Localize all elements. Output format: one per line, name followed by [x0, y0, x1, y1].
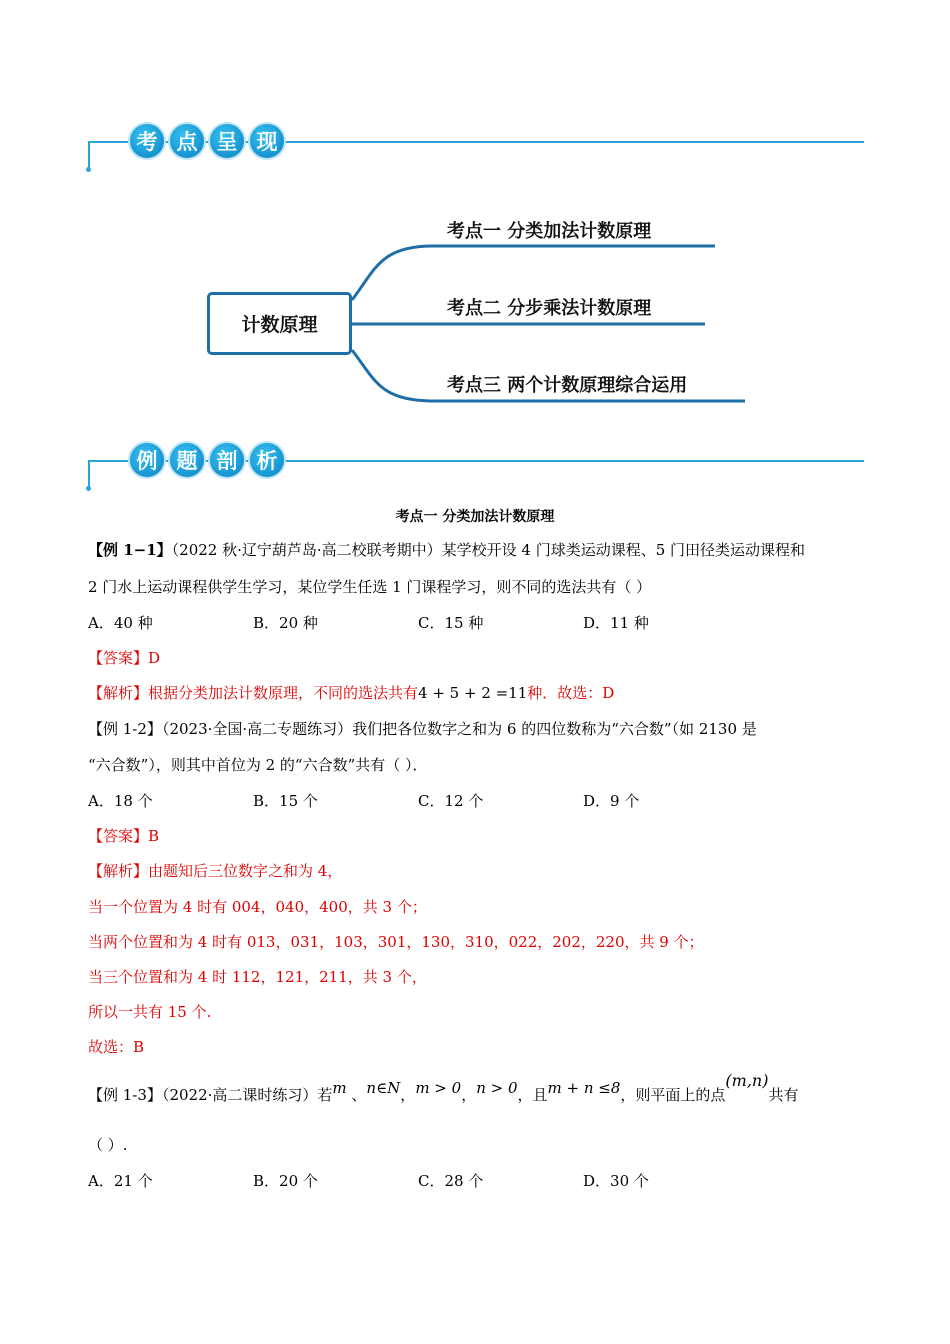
- answer-value: B: [148, 827, 160, 845]
- analysis-label: 【解析】: [88, 862, 149, 880]
- section-title-char: 呈: [208, 122, 246, 160]
- question-text: （2023·全国·高二专题练习）我们把各位数字之和为 6 的四位数称为“六合数”（如 2130 是: [161, 720, 757, 738]
- math-m-positive: m > 0: [415, 1079, 462, 1097]
- analysis-formula: 4 + 5 + 2 =11: [418, 684, 528, 702]
- math-m: m: [332, 1079, 347, 1097]
- example-label: 【例 1-3】: [88, 1086, 162, 1104]
- analysis-text: 种．故选：D: [527, 684, 615, 702]
- question-text: ，: [400, 1086, 416, 1104]
- question-line: [88, 540, 805, 560]
- section-title-char: 考: [128, 122, 166, 160]
- math-sum-bound: m + n ≤8: [547, 1079, 621, 1097]
- option-c: C．28 个: [418, 1172, 484, 1190]
- example-label: 【例 1-2】: [88, 720, 162, 738]
- analysis-text: 当三个位置和为 4 时 112，121，211，共 3 个，: [88, 968, 427, 986]
- section-rule-vertical: [88, 460, 90, 488]
- analysis-text: 当一个位置为 4 时有 004，040，400，共 3 个；: [88, 898, 427, 916]
- question-text: ，: [461, 1086, 477, 1104]
- option-d: D．9 个: [583, 792, 640, 810]
- question-line: [88, 1071, 799, 1105]
- analysis-line: [88, 861, 342, 881]
- answer-line: [88, 826, 159, 846]
- question-text: ，则平面上的点: [620, 1086, 726, 1104]
- section-dot: [86, 486, 91, 491]
- option-d: D．11 种: [583, 614, 649, 632]
- section-title-char: 例: [128, 441, 166, 479]
- option-a: A．18 个: [88, 792, 153, 810]
- analysis-label: 【解析】: [88, 684, 149, 702]
- section-title-char: 题: [168, 441, 206, 479]
- question-text: 共有: [768, 1086, 799, 1104]
- analysis-text: 所以一共有 15 个.: [88, 1003, 212, 1021]
- example-label: 【例 1−1】: [88, 541, 172, 559]
- section-title-char: 析: [248, 441, 286, 479]
- option-b: B．20 种: [253, 614, 318, 632]
- analysis-text: 根据分类加法计数原理，不同的选法共有: [148, 684, 419, 702]
- option-b: B．15 个: [253, 792, 318, 810]
- option-a: A．40 种: [88, 614, 153, 632]
- section-title-char: 剖: [208, 441, 246, 479]
- math-n-positive: n > 0: [476, 1079, 518, 1097]
- math-n-in-N: n∈N: [366, 1079, 401, 1097]
- mind-map-branch-1: 考点一 分类加法计数原理: [447, 221, 652, 242]
- option-b: B．20 个: [253, 1172, 318, 1190]
- option-d: D．30 个: [583, 1172, 649, 1190]
- analysis-text: 当两个位置和为 4 时有 013，031，103，301，130，310，022，202，220，共 9 个；: [88, 933, 704, 951]
- question-line: [88, 719, 757, 739]
- analysis-text: 故选：B: [88, 1038, 145, 1056]
- question-text: “六合数”），则其中首位为 2 的“六合数”共有（ ）．: [88, 756, 428, 774]
- analysis-text: 由题知后三位数字之和为 4，: [148, 862, 343, 880]
- math-point: (m,n): [725, 1071, 769, 1090]
- question-text: （2022·高二课时练习）若: [161, 1086, 333, 1104]
- answer-label: 【答案】: [88, 827, 149, 845]
- mind-map-branch-2: 考点二 分步乘法计数原理: [447, 298, 652, 319]
- mind-map-root: 计数原理: [207, 292, 352, 355]
- option-c: C．12 个: [418, 792, 484, 810]
- answer-value: D: [148, 649, 161, 667]
- option-a: A．21 个: [88, 1172, 153, 1190]
- analysis-line: [88, 683, 614, 703]
- mind-map-branch-3: 考点三 两个计数原理综合运用: [447, 375, 688, 396]
- question-text: （ ）.: [88, 1136, 128, 1154]
- answer-line: [88, 648, 160, 668]
- branch-line-1: [352, 246, 715, 300]
- section-title-char: 点: [168, 122, 206, 160]
- question-text: （2022 秋·辽宁葫芦岛·高二校联考期中）某学校开设 4 门球类运动课程、5 门田径类运动课程和: [171, 541, 806, 559]
- section-title-char: 现: [248, 122, 286, 160]
- mind-map-connectors: [0, 0, 950, 420]
- option-c: C．15 种: [418, 614, 484, 632]
- topic-heading: 考点一 分类加法计数原理: [395, 509, 555, 525]
- question-text: ，且: [517, 1086, 548, 1104]
- answer-label: 【答案】: [88, 649, 149, 667]
- question-text: 2 门水上运动课程供学生学习，某位学生任选 1 门课程学习，则不同的选法共有（ ）: [88, 578, 652, 596]
- question-text: 、: [346, 1086, 367, 1104]
